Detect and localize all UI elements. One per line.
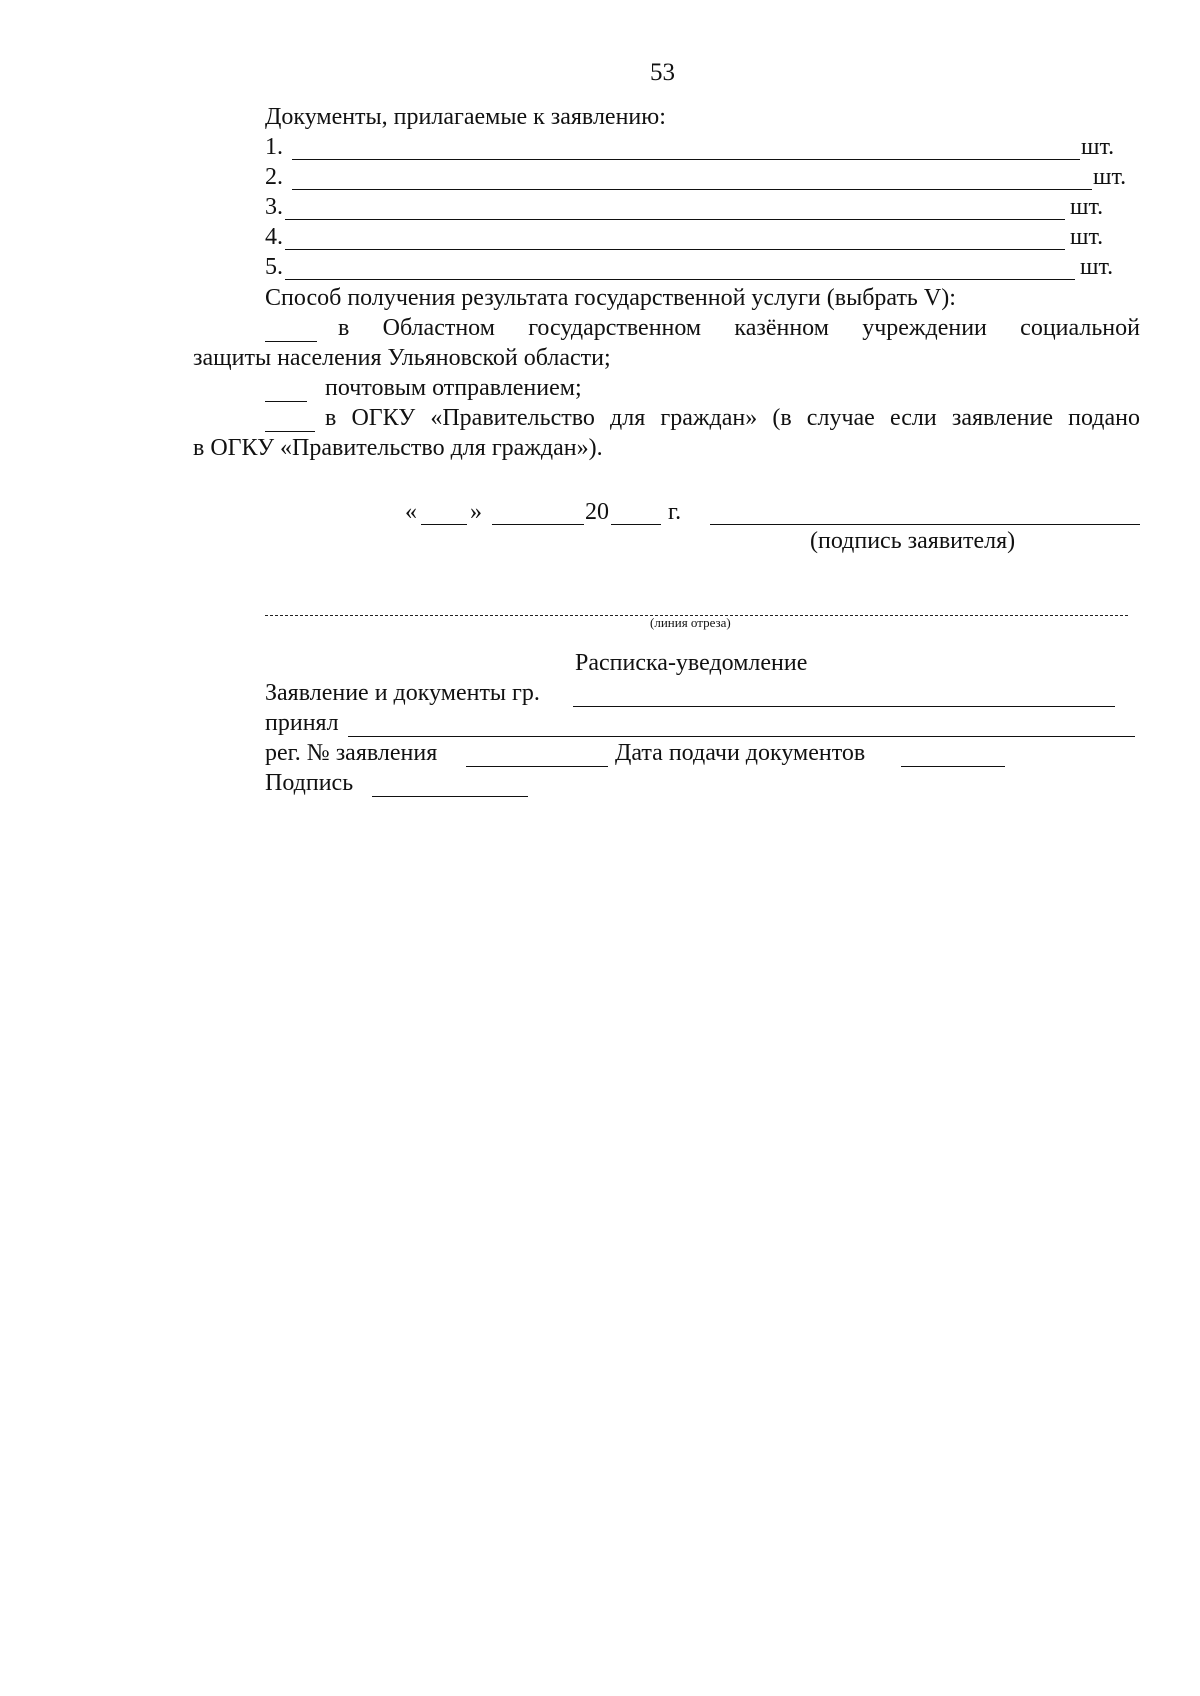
receipt-signature-blank[interactable] (372, 796, 528, 797)
applicant-name-blank[interactable] (573, 706, 1115, 707)
reg-number-label: рег. № заявления (265, 740, 438, 766)
option3-text-line2: в ОГКУ «Правительство для граждан»). (193, 435, 603, 461)
option1-text-line2: защиты населения Ульяновской области; (193, 345, 611, 371)
open-quote: « (405, 499, 417, 525)
day-blank[interactable] (421, 524, 467, 525)
year-prefix: 20 (585, 499, 609, 525)
attachment-number: 3. (265, 194, 283, 220)
attachment-number: 4. (265, 224, 283, 250)
year-blank[interactable] (611, 524, 661, 525)
receipt-sign-label: Подпись (265, 770, 354, 796)
option3-checkbox-line[interactable] (265, 431, 315, 432)
option2-checkbox-line[interactable] (265, 401, 307, 402)
accepted-by-blank[interactable] (348, 736, 1135, 737)
attachment-blank-line[interactable] (292, 159, 1080, 160)
attachment-number: 2. (265, 164, 283, 190)
submission-date-label: Дата подачи документов (615, 740, 866, 766)
receipt-title: Расписка-уведомление (575, 650, 808, 676)
attachment-blank-line[interactable] (285, 279, 1075, 280)
attachment-unit: шт. (1070, 194, 1104, 220)
option3-text-line1: в ОГКУ «Правительство для граждан» (в случае если заявление подано (325, 405, 1140, 431)
page-number: 53 (650, 59, 675, 86)
month-blank[interactable] (492, 524, 584, 525)
signature-caption: (подпись заявителя) (810, 528, 1016, 554)
attachment-unit: шт. (1080, 254, 1114, 280)
cut-line-label: (линия отреза) (650, 615, 731, 630)
attachment-unit: шт. (1070, 224, 1104, 250)
option2-text: почтовым отправлением; (325, 375, 582, 401)
receipt-line1-label: Заявление и документы гр. (265, 680, 540, 706)
receipt-line2-label: принял (265, 710, 339, 736)
attachment-unit: шт. (1093, 164, 1127, 190)
signature-blank[interactable] (710, 524, 1140, 525)
attachment-unit: шт. (1081, 134, 1115, 160)
year-suffix: г. (668, 499, 682, 525)
close-quote: » (470, 499, 482, 525)
attachments-heading: Документы, прилагаемые к заявлению: (265, 104, 666, 130)
attachment-number: 5. (265, 254, 283, 280)
option1-checkbox-line[interactable] (265, 341, 317, 342)
attachment-blank-line[interactable] (285, 249, 1065, 250)
submission-date-blank[interactable] (901, 766, 1005, 767)
result-method-heading: Способ получения результата государственной услуги (выбрать V): (265, 285, 956, 311)
attachment-number: 1. (265, 134, 283, 160)
reg-number-blank[interactable] (466, 766, 608, 767)
option1-text-line1: в Областном государственном казённом учреждении социальной (338, 315, 1140, 341)
attachment-blank-line[interactable] (285, 219, 1065, 220)
attachment-blank-line[interactable] (292, 189, 1092, 190)
